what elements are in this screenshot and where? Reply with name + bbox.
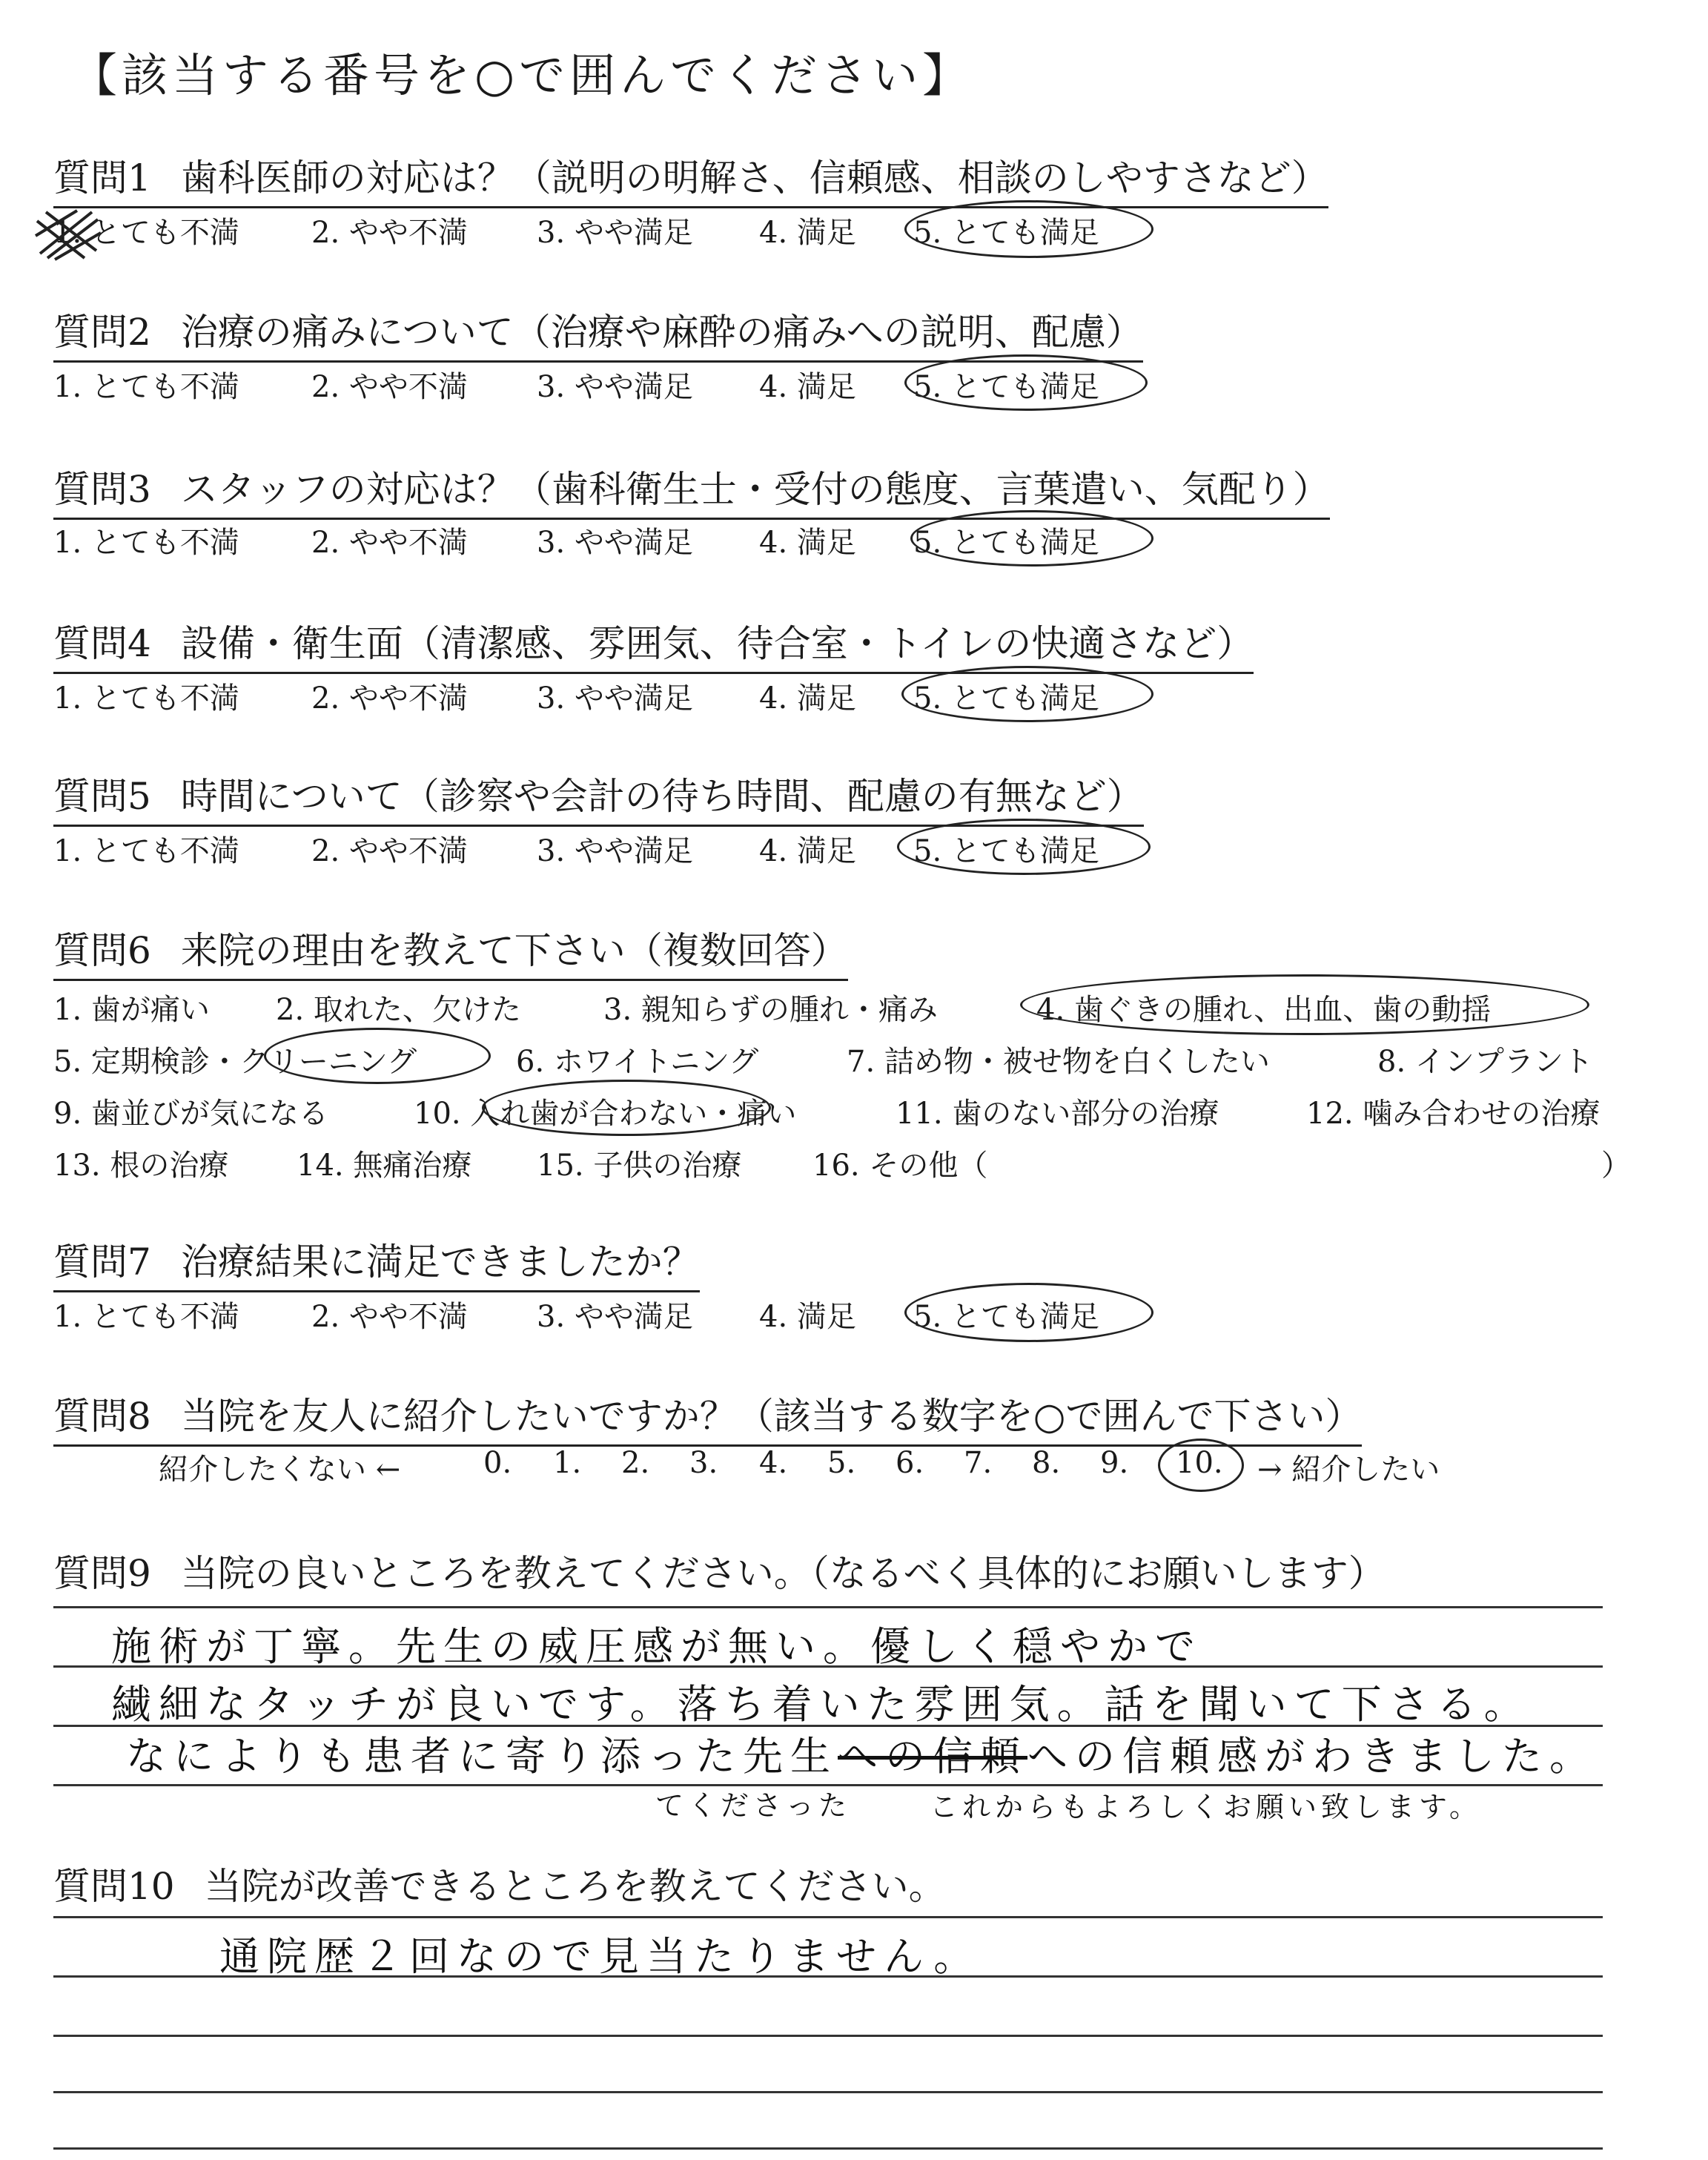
option-1[interactable]: 1. とても不満	[53, 1300, 239, 1334]
reason-option[interactable]: 12. 噛み合わせの治療	[1306, 1097, 1601, 1131]
question-number: 質問5	[53, 775, 151, 818]
question-text: スタッフの対応は？（歯科衛生士・受付の態度、言葉遣い、気配り）	[180, 468, 1330, 511]
handwritten-answer-line: これからもよろしくお願い致します。	[930, 1791, 1482, 1823]
question-text: 治療結果に満足できましたか？	[180, 1241, 700, 1284]
reason-option-other[interactable]: 16. その他（	[812, 1149, 988, 1183]
question-10	[53, 1857, 946, 1915]
handwritten-answer-line	[126, 1725, 1597, 1782]
scale-6[interactable]: 6.	[896, 1446, 924, 1480]
option-5[interactable]: 5. とても満足	[913, 1300, 1099, 1334]
option-2[interactable]: 2. やや不満	[311, 834, 468, 868]
question-number: 質問3	[53, 468, 151, 511]
question-number: 質問1	[53, 156, 151, 199]
question-number: 質問10	[53, 1865, 175, 1908]
other-close-paren: ）	[1601, 1149, 1631, 1183]
option-2[interactable]: 2. やや不満	[311, 216, 468, 250]
reason-option[interactable]: 3. 親知らずの腫れ・痛み	[603, 993, 938, 1027]
option-1[interactable]: 1. とても不満	[53, 370, 239, 404]
question-text: 当院の良いところを教えてください。（なるべく具体的にお願いします）	[180, 1552, 1386, 1595]
option-4[interactable]: 4. 満足	[759, 834, 856, 868]
question-number: 質問7	[53, 1241, 151, 1284]
option-1[interactable]: 1. とても不満	[53, 526, 239, 560]
option-2[interactable]: 2. やや不満	[311, 681, 468, 716]
scale-right-label: → 紹介したい	[1257, 1453, 1440, 1487]
option-5[interactable]: 5. とても満足	[913, 370, 1099, 404]
reason-option[interactable]: 15. 子供の治療	[537, 1149, 742, 1183]
scale-7[interactable]: 7.	[964, 1446, 993, 1480]
scale-3[interactable]: 3.	[689, 1446, 718, 1480]
answer-line	[53, 1916, 1603, 1918]
question-text: 時間について（診察や会計の待ち時間、配慮の有無など）	[180, 775, 1144, 818]
scale-1[interactable]: 1.	[553, 1446, 582, 1480]
option-3[interactable]: 3. やや満足	[537, 834, 693, 868]
scale-5[interactable]: 5.	[827, 1446, 856, 1480]
question-5	[53, 767, 1144, 827]
question-2	[53, 303, 1143, 363]
option-1[interactable]: 1. とても不満	[53, 216, 239, 250]
reason-option[interactable]: 4. 歯ぐきの腫れ、出血、歯の動揺	[1036, 993, 1492, 1027]
question-3	[53, 460, 1330, 520]
option-4[interactable]: 4. 満足	[759, 216, 856, 250]
option-3[interactable]: 3. やや満足	[537, 526, 693, 560]
question-number: 質問2	[53, 311, 151, 354]
answer-line	[53, 2091, 1603, 2093]
option-3[interactable]: 3. やや満足	[537, 681, 693, 716]
scale-0[interactable]: 0.	[483, 1446, 512, 1480]
question-text: 当院が改善できるところを教えてください。	[204, 1865, 946, 1908]
question-number: 質問9	[53, 1552, 151, 1595]
question-text: 歯科医師の対応は？（説明の明解さ、信頼感、相談のしやすさなど）	[180, 156, 1328, 199]
handwritten-text: なによりも患者に寄り添った先生	[126, 1733, 838, 1780]
option-2[interactable]: 2. やや不満	[311, 370, 468, 404]
question-6	[53, 921, 848, 981]
option-1[interactable]: 1. とても不満	[53, 834, 239, 868]
reason-option[interactable]: 14. 無痛治療	[297, 1149, 472, 1183]
struck-through-text: への信頼	[838, 1733, 1027, 1780]
handwritten-text: への信頼感がわきました。	[1027, 1733, 1597, 1780]
option-5[interactable]: 5. とても満足	[913, 526, 1099, 560]
option-2[interactable]: 2. やや不満	[311, 526, 468, 560]
option-1[interactable]: 1. とても不満	[53, 681, 239, 716]
question-text: 来院の理由を教えて下さい（複数回答）	[180, 929, 848, 972]
reason-option[interactable]: 1. 歯が痛い	[53, 993, 210, 1027]
handwritten-insertion: てくださった	[655, 1789, 852, 1822]
reason-option[interactable]: 5. 定期検診・クリーニング	[53, 1045, 417, 1079]
question-number: 質問8	[53, 1395, 151, 1438]
handwritten-answer-line: 繊細なタッチが良いです。落ち着いた雰囲気。話を聞いて下さる。	[111, 1681, 1532, 1728]
question-number: 質問6	[53, 929, 151, 972]
option-4[interactable]: 4. 満足	[759, 1300, 856, 1334]
question-text: 当院を友人に紹介したいですか？（該当する数字を○で囲んで下さい）	[180, 1395, 1363, 1438]
question-text: 治療の痛みについて（治療や麻酔の痛みへの説明、配慮）	[180, 311, 1143, 354]
scale-4[interactable]: 4.	[759, 1446, 788, 1480]
answer-line	[53, 1606, 1603, 1608]
scale-left-label: 紹介したくない ←	[159, 1453, 401, 1487]
question-4	[53, 614, 1254, 674]
option-4[interactable]: 4. 満足	[759, 370, 856, 404]
option-3[interactable]: 3. やや満足	[537, 370, 693, 404]
option-3[interactable]: 3. やや満足	[537, 1300, 693, 1334]
reason-option[interactable]: 8. インプラント	[1377, 1045, 1593, 1079]
question-1	[53, 148, 1328, 208]
answer-line	[53, 2035, 1603, 2037]
option-3[interactable]: 3. やや満足	[537, 216, 693, 250]
reason-option[interactable]: 9. 歯並びが気になる	[53, 1097, 328, 1131]
form-title: 【該当する番号を○で囲んでください】	[71, 48, 973, 102]
option-4[interactable]: 4. 満足	[759, 526, 856, 560]
option-5[interactable]: 5. とても満足	[913, 834, 1099, 868]
reason-option[interactable]: 11. 歯のない部分の治療	[896, 1097, 1219, 1131]
scale-9[interactable]: 9.	[1100, 1446, 1129, 1480]
reason-option[interactable]: 7. 詰め物・被せ物を白くしたい	[847, 1045, 1270, 1079]
handwritten-answer-line: 施術が丁寧。先生の威圧感が無い。優しく穏やかで	[111, 1623, 1202, 1670]
scale-2[interactable]: 2.	[621, 1446, 650, 1480]
reason-option[interactable]: 10. 入れ歯が合わない・痛い	[414, 1097, 797, 1131]
answer-line	[53, 2147, 1603, 2150]
option-4[interactable]: 4. 満足	[759, 681, 856, 716]
question-number: 質問4	[53, 622, 151, 665]
scale-10[interactable]: 10.	[1176, 1446, 1223, 1480]
question-8	[53, 1387, 1362, 1447]
reason-option[interactable]: 6. ホワイトニング	[516, 1045, 759, 1079]
question-7	[53, 1232, 700, 1292]
question-9	[53, 1544, 1386, 1602]
option-5[interactable]: 5. とても満足	[913, 681, 1099, 716]
scale-8[interactable]: 8.	[1032, 1446, 1061, 1480]
handwritten-answer-line: 通院歴２回なので見当たりません。	[219, 1933, 982, 1980]
cross-out-mark-icon	[33, 206, 102, 261]
question-text: 設備・衛生面（清潔感、雰囲気、待合室・トイレの快適さなど）	[180, 622, 1254, 665]
option-2[interactable]: 2. やや不満	[311, 1300, 468, 1334]
reason-option[interactable]: 2. 取れた、欠けた	[276, 993, 521, 1027]
option-5[interactable]: 5. とても満足	[913, 216, 1099, 250]
reason-option[interactable]: 13. 根の治療	[53, 1149, 229, 1183]
